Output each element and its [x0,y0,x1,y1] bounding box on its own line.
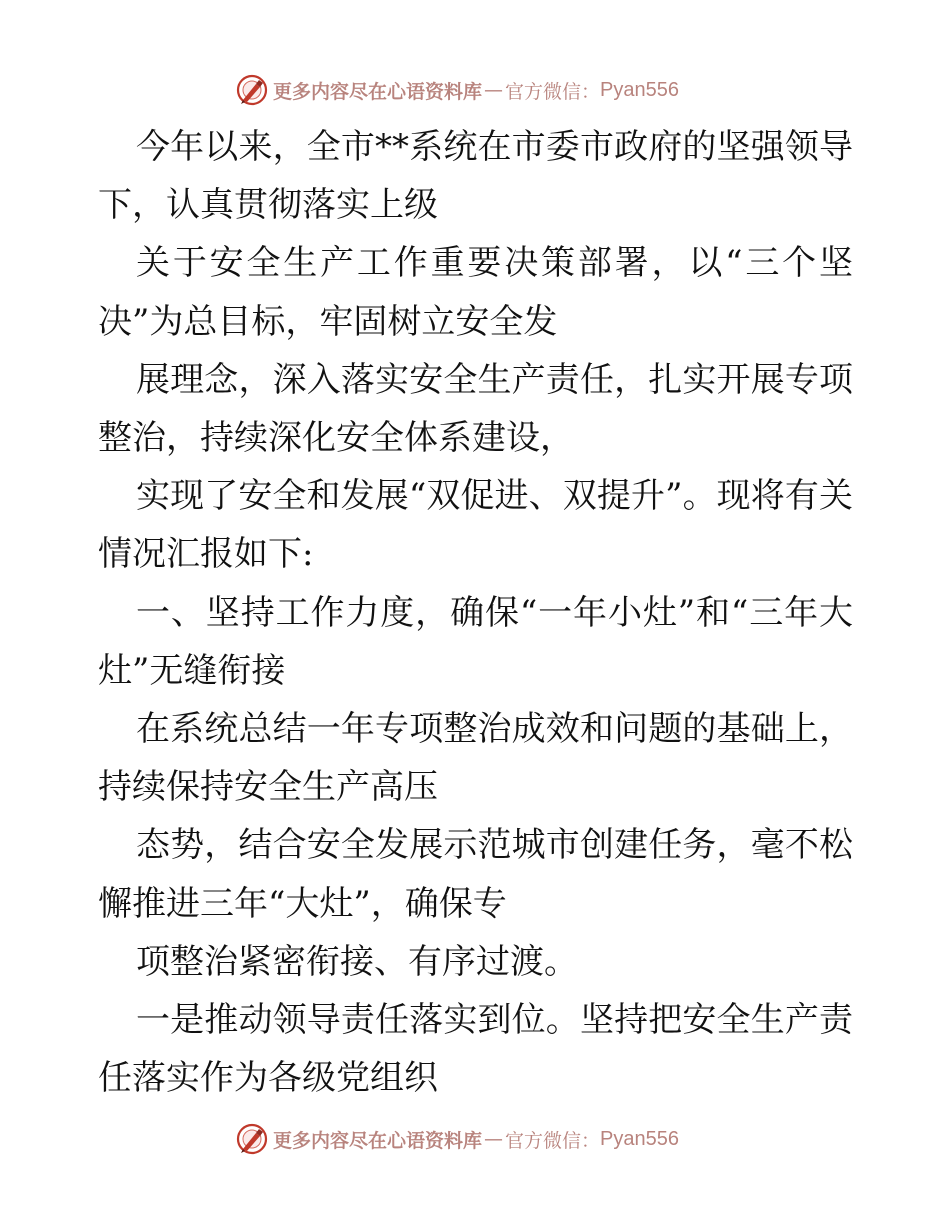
watermark-separator: — [484,79,504,101]
paragraph: 展理念，深入落实安全生产责任，扎实开展专项整治，持续深化安全体系建设， [98,359,853,459]
paragraph: 一是推动领导责任落实到位。坚持把安全生产责任落实作为各级党组织 [98,1000,853,1099]
watermark-site-text: 更多内容尽在心语资料库 [273,1129,483,1152]
watermark-separator: — [484,1128,504,1150]
paragraph: 态势，结合安全发展示范城市创建任务，毫不松懈推进三年“大灶”，确保专 [98,825,853,924]
paragraph: 实现了安全和发展“双促进、双提升”。现将有关情况汇报如下: [98,476,853,575]
section-heading: 一、坚持工作力度，确保“一年小灶”和“三年大灶”无缝衔接 [98,592,853,691]
pen-logo-icon [235,1122,269,1156]
watermark-wechat-id: Pyan556 [600,1127,679,1150]
paragraph: 项整治紧密衔接、有序过渡。 [136,941,578,982]
paragraph: 在系统总结一年专项整治成效和问题的基础上，持续保持安全生产高压 [98,709,853,808]
pen-logo-icon [235,73,269,107]
watermark-official-label: 官方微信： [505,80,601,103]
watermark-wechat-id: Pyan556 [600,78,679,101]
watermark-official-label: 官方微信： [505,1129,601,1152]
document-body [98,118,853,1107]
paragraph: 关于安全生产工作重要决策部署，以“三个坚决”为总目标，牢固树立安全发 [98,243,853,342]
watermark-header [235,73,679,107]
paragraph: 今年以来，全市**系统在市委市政府的坚强领导下，认真贯彻落实上级 [98,127,853,226]
watermark-footer [235,1122,679,1156]
watermark-site-text: 更多内容尽在心语资料库 [273,80,483,103]
